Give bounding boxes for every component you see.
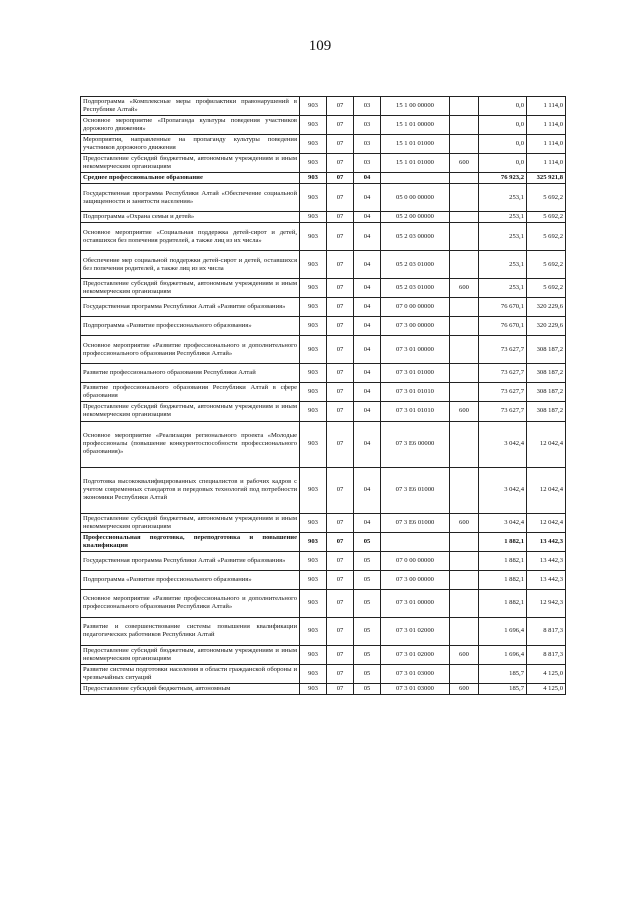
row-amount-2-cell: 4 125,0 — [527, 683, 566, 694]
row-grbs-cell: 903 — [300, 364, 327, 383]
row-section-cell: 07 — [327, 570, 354, 589]
table-row — [81, 336, 566, 364]
row-name-cell: Предоставление субсидий бюджетным, автономным учреждениям и иным некоммерческим организациям — [81, 279, 300, 298]
table-row — [81, 551, 566, 570]
row-grbs-cell: 903 — [300, 383, 327, 402]
row-grbs-cell: 903 — [300, 97, 327, 116]
row-section-cell: 07 — [327, 212, 354, 223]
row-grbs-cell: 903 — [300, 402, 327, 421]
row-amount-1-cell: 253,1 — [479, 223, 527, 251]
row-grbs-cell: 903 — [300, 664, 327, 683]
row-target-article-cell: 07 3 00 00000 — [381, 317, 450, 336]
row-target-article-cell: 07 3 E6 01000 — [381, 467, 450, 513]
row-section-cell: 07 — [327, 617, 354, 645]
row-amount-2-cell: 12 042,4 — [527, 467, 566, 513]
row-name-cell: Основное мероприятие «Пропаганда культуры поведения участников дорожного движения» — [81, 116, 300, 135]
table-row — [81, 589, 566, 617]
row-section-cell: 07 — [327, 467, 354, 513]
budget-table — [80, 96, 566, 695]
row-amount-1-cell: 3 042,4 — [479, 513, 527, 532]
row-target-article-cell: 07 3 01 01010 — [381, 383, 450, 402]
row-section-cell: 07 — [327, 421, 354, 467]
row-target-article-cell: 07 3 01 02000 — [381, 617, 450, 645]
row-subsection-cell: 04 — [354, 383, 381, 402]
row-amount-1-cell: 1 882,1 — [479, 570, 527, 589]
row-expense-type-cell — [450, 317, 479, 336]
row-amount-2-cell: 13 442,3 — [527, 570, 566, 589]
row-target-article-cell: 05 2 03 01000 — [381, 279, 450, 298]
row-subsection-cell: 04 — [354, 212, 381, 223]
row-amount-1-cell: 253,1 — [479, 251, 527, 279]
row-grbs-cell: 903 — [300, 570, 327, 589]
row-expense-type-cell — [450, 570, 479, 589]
row-amount-1-cell: 73 627,7 — [479, 336, 527, 364]
row-amount-1-cell: 0,0 — [479, 97, 527, 116]
row-amount-2-cell: 1 114,0 — [527, 135, 566, 154]
row-target-article-cell: 07 3 E6 00000 — [381, 421, 450, 467]
table-row — [81, 223, 566, 251]
row-grbs-cell: 903 — [300, 589, 327, 617]
row-subsection-cell: 05 — [354, 683, 381, 694]
row-amount-1-cell: 0,0 — [479, 135, 527, 154]
row-section-cell: 07 — [327, 402, 354, 421]
row-name-cell: Развитие профессионального образования Республики Алтай — [81, 364, 300, 383]
row-expense-type-cell: 600 — [450, 683, 479, 694]
row-amount-1-cell: 76 670,1 — [479, 317, 527, 336]
row-amount-2-cell: 1 114,0 — [527, 116, 566, 135]
row-amount-2-cell: 320 229,6 — [527, 317, 566, 336]
table-row — [81, 116, 566, 135]
row-name-cell: Подпрограмма «Комплексные меры профилактики правонарушений в Республике Алтай» — [81, 97, 300, 116]
row-section-cell: 07 — [327, 551, 354, 570]
row-target-article-cell: 05 0 00 00000 — [381, 184, 450, 212]
row-grbs-cell: 903 — [300, 116, 327, 135]
row-amount-1-cell: 73 627,7 — [479, 383, 527, 402]
row-expense-type-cell: 600 — [450, 513, 479, 532]
row-subsection-cell: 04 — [354, 364, 381, 383]
table-row — [81, 279, 566, 298]
row-subsection-cell: 03 — [354, 135, 381, 154]
row-name-cell: Государственная программа Республики Алтай «Развитие образования» — [81, 551, 300, 570]
row-section-cell: 07 — [327, 664, 354, 683]
table-row — [81, 421, 566, 467]
table-row — [81, 251, 566, 279]
row-amount-2-cell: 5 692,2 — [527, 184, 566, 212]
row-amount-1-cell: 1 882,1 — [479, 532, 527, 551]
row-expense-type-cell — [450, 421, 479, 467]
row-amount-1-cell: 3 042,4 — [479, 467, 527, 513]
row-amount-2-cell: 308 187,2 — [527, 336, 566, 364]
row-section-cell: 07 — [327, 298, 354, 317]
row-subsection-cell: 04 — [354, 279, 381, 298]
row-target-article-cell: 07 3 01 01010 — [381, 402, 450, 421]
table-row — [81, 317, 566, 336]
row-target-article-cell: 15 1 01 01000 — [381, 154, 450, 173]
row-section-cell: 07 — [327, 154, 354, 173]
row-expense-type-cell — [450, 97, 479, 116]
row-target-article-cell: 05 2 03 01000 — [381, 251, 450, 279]
row-subsection-cell: 04 — [354, 173, 381, 184]
table-row — [81, 364, 566, 383]
row-expense-type-cell — [450, 135, 479, 154]
row-section-cell: 07 — [327, 184, 354, 212]
row-amount-2-cell: 5 692,2 — [527, 223, 566, 251]
row-amount-2-cell: 5 692,2 — [527, 212, 566, 223]
row-target-article-cell: 07 3 00 00000 — [381, 570, 450, 589]
row-target-article-cell: 07 0 00 00000 — [381, 298, 450, 317]
row-amount-1-cell: 253,1 — [479, 212, 527, 223]
row-amount-2-cell: 4 125,0 — [527, 664, 566, 683]
row-name-cell: Предоставление субсидий бюджетным, автономным учреждениям и иным некоммерческим организациям — [81, 402, 300, 421]
row-name-cell: Предоставление субсидий бюджетным, автономным учреждениям и иным некоммерческим организациям — [81, 154, 300, 173]
row-target-article-cell — [381, 532, 450, 551]
row-target-article-cell — [381, 173, 450, 184]
row-amount-2-cell: 12 942,3 — [527, 589, 566, 617]
row-amount-2-cell: 8 817,3 — [527, 617, 566, 645]
row-name-cell: Подпрограмма «Охрана семьи и детей» — [81, 212, 300, 223]
row-expense-type-cell — [450, 364, 479, 383]
row-grbs-cell: 903 — [300, 135, 327, 154]
row-amount-2-cell: 12 042,4 — [527, 513, 566, 532]
row-name-cell: Предоставление субсидий бюджетным, автономным учреждениям и иным некоммерческим организациям — [81, 513, 300, 532]
row-grbs-cell: 903 — [300, 532, 327, 551]
row-expense-type-cell — [450, 589, 479, 617]
row-name-cell: Развитие профессионального образования Республики Алтай в сфере образования — [81, 383, 300, 402]
row-amount-2-cell: 308 187,2 — [527, 383, 566, 402]
table-row — [81, 683, 566, 694]
row-name-cell: Подпрограмма «Развитие профессионального образования» — [81, 317, 300, 336]
row-name-cell: Подпрограмма «Развитие профессионального образования» — [81, 570, 300, 589]
row-subsection-cell: 03 — [354, 154, 381, 173]
row-section-cell: 07 — [327, 279, 354, 298]
row-subsection-cell: 04 — [354, 467, 381, 513]
row-grbs-cell: 903 — [300, 317, 327, 336]
row-expense-type-cell — [450, 532, 479, 551]
row-grbs-cell: 903 — [300, 551, 327, 570]
row-subsection-cell: 05 — [354, 645, 381, 664]
table-row — [81, 184, 566, 212]
row-subsection-cell: 04 — [354, 421, 381, 467]
row-amount-2-cell: 325 921,8 — [527, 173, 566, 184]
table-row — [81, 97, 566, 116]
row-grbs-cell: 903 — [300, 683, 327, 694]
table-row — [81, 212, 566, 223]
table-row — [81, 135, 566, 154]
row-expense-type-cell — [450, 617, 479, 645]
row-section-cell: 07 — [327, 336, 354, 364]
row-section-cell: 07 — [327, 532, 354, 551]
row-amount-1-cell: 1 696,4 — [479, 617, 527, 645]
row-name-cell: Государственная программа Республики Алтай «Обеспечение социальной защищенности и занятости населения» — [81, 184, 300, 212]
row-subsection-cell: 05 — [354, 617, 381, 645]
row-subsection-cell: 04 — [354, 336, 381, 364]
row-expense-type-cell — [450, 551, 479, 570]
budget-table-body — [81, 97, 566, 695]
row-grbs-cell: 903 — [300, 212, 327, 223]
row-amount-2-cell: 5 692,2 — [527, 251, 566, 279]
row-section-cell: 07 — [327, 383, 354, 402]
row-amount-1-cell: 253,1 — [479, 184, 527, 212]
row-target-article-cell: 05 2 03 00000 — [381, 223, 450, 251]
row-amount-1-cell: 0,0 — [479, 154, 527, 173]
row-subsection-cell: 04 — [354, 402, 381, 421]
table-row — [81, 402, 566, 421]
row-section-cell: 07 — [327, 223, 354, 251]
row-name-cell: Мероприятия, направленные на пропаганду культуры поведения участников дорожного движения — [81, 135, 300, 154]
row-name-cell: Основное мероприятие «Социальная поддержка детей-сирот и детей, оставшихся без попечения родителей, а также лиц из их числа» — [81, 223, 300, 251]
row-amount-1-cell: 73 627,7 — [479, 364, 527, 383]
row-subsection-cell: 05 — [354, 570, 381, 589]
row-target-article-cell: 15 1 01 01000 — [381, 135, 450, 154]
row-subsection-cell: 04 — [354, 513, 381, 532]
row-name-cell: Предоставление субсидий бюджетным, автономным — [81, 683, 300, 694]
row-grbs-cell: 903 — [300, 336, 327, 364]
row-target-article-cell: 07 3 01 03000 — [381, 664, 450, 683]
row-subsection-cell: 04 — [354, 317, 381, 336]
row-section-cell: 07 — [327, 317, 354, 336]
row-grbs-cell: 903 — [300, 645, 327, 664]
row-target-article-cell: 15 1 00 00000 — [381, 97, 450, 116]
row-target-article-cell: 07 3 01 01000 — [381, 364, 450, 383]
row-name-cell: Предоставление субсидий бюджетным, автономным учреждениям и иным некоммерческим организациям — [81, 645, 300, 664]
row-name-cell: Профессиональная подготовка, переподготовка и повышение квалификации — [81, 532, 300, 551]
row-expense-type-cell — [450, 184, 479, 212]
row-subsection-cell: 03 — [354, 97, 381, 116]
row-target-article-cell: 07 3 E6 01000 — [381, 513, 450, 532]
row-expense-type-cell — [450, 251, 479, 279]
row-subsection-cell: 05 — [354, 551, 381, 570]
row-grbs-cell: 903 — [300, 251, 327, 279]
row-amount-1-cell: 185,7 — [479, 683, 527, 694]
row-grbs-cell: 903 — [300, 154, 327, 173]
row-grbs-cell: 903 — [300, 617, 327, 645]
table-row — [81, 532, 566, 551]
table-row — [81, 298, 566, 317]
row-expense-type-cell — [450, 116, 479, 135]
row-grbs-cell: 903 — [300, 467, 327, 513]
row-target-article-cell: 15 1 01 00000 — [381, 116, 450, 135]
row-subsection-cell: 04 — [354, 184, 381, 212]
row-grbs-cell: 903 — [300, 298, 327, 317]
row-subsection-cell: 04 — [354, 298, 381, 317]
row-target-article-cell: 07 0 00 00000 — [381, 551, 450, 570]
row-section-cell: 07 — [327, 251, 354, 279]
row-amount-1-cell: 1 882,1 — [479, 551, 527, 570]
row-amount-2-cell: 13 442,3 — [527, 551, 566, 570]
row-amount-2-cell: 308 187,2 — [527, 402, 566, 421]
row-grbs-cell: 903 — [300, 421, 327, 467]
row-amount-1-cell: 76 923,2 — [479, 173, 527, 184]
row-name-cell: Среднее профессиональное образование — [81, 173, 300, 184]
row-name-cell: Развитие системы подготовки населения в области гражданской обороны и чрезвычайных ситуаций — [81, 664, 300, 683]
row-section-cell: 07 — [327, 683, 354, 694]
row-grbs-cell: 903 — [300, 279, 327, 298]
row-amount-2-cell: 8 817,3 — [527, 645, 566, 664]
table-row — [81, 645, 566, 664]
table-row — [81, 383, 566, 402]
row-subsection-cell: 05 — [354, 589, 381, 617]
row-grbs-cell: 903 — [300, 184, 327, 212]
row-subsection-cell: 04 — [354, 223, 381, 251]
row-amount-1-cell: 76 670,1 — [479, 298, 527, 317]
row-name-cell: Государственная программа Республики Алтай «Развитие образования» — [81, 298, 300, 317]
row-subsection-cell: 05 — [354, 664, 381, 683]
row-section-cell: 07 — [327, 116, 354, 135]
row-amount-1-cell: 1 882,1 — [479, 589, 527, 617]
row-section-cell: 07 — [327, 513, 354, 532]
table-row — [81, 664, 566, 683]
row-section-cell: 07 — [327, 589, 354, 617]
row-amount-2-cell: 5 692,2 — [527, 279, 566, 298]
row-target-article-cell: 07 3 01 02000 — [381, 645, 450, 664]
row-name-cell: Подготовка высококвалифицированных специалистов и рабочих кадров с учетом современных стандартов и передовых технологий под потребности экономики Республики Алтай — [81, 467, 300, 513]
row-subsection-cell: 03 — [354, 116, 381, 135]
row-subsection-cell: 05 — [354, 532, 381, 551]
row-amount-1-cell: 73 627,7 — [479, 402, 527, 421]
table-row — [81, 570, 566, 589]
row-amount-2-cell: 1 114,0 — [527, 97, 566, 116]
row-amount-1-cell: 3 042,4 — [479, 421, 527, 467]
row-target-article-cell: 05 2 00 00000 — [381, 212, 450, 223]
row-grbs-cell: 903 — [300, 173, 327, 184]
row-section-cell: 07 — [327, 364, 354, 383]
row-amount-2-cell: 13 442,3 — [527, 532, 566, 551]
row-target-article-cell: 07 3 01 00000 — [381, 336, 450, 364]
row-amount-1-cell: 0,0 — [479, 116, 527, 135]
row-section-cell: 07 — [327, 173, 354, 184]
row-expense-type-cell — [450, 336, 479, 364]
row-section-cell: 07 — [327, 645, 354, 664]
row-section-cell: 07 — [327, 97, 354, 116]
row-expense-type-cell — [450, 298, 479, 317]
table-row — [81, 467, 566, 513]
row-name-cell: Развитие и совершенствование системы повышения квалификации педагогических работников Республики Алтай — [81, 617, 300, 645]
row-expense-type-cell — [450, 664, 479, 683]
row-expense-type-cell — [450, 467, 479, 513]
row-subsection-cell: 04 — [354, 251, 381, 279]
table-row — [81, 173, 566, 184]
row-amount-1-cell: 253,1 — [479, 279, 527, 298]
row-expense-type-cell: 600 — [450, 279, 479, 298]
row-amount-2-cell: 308 187,2 — [527, 364, 566, 383]
row-expense-type-cell — [450, 212, 479, 223]
row-amount-2-cell: 320 229,6 — [527, 298, 566, 317]
row-expense-type-cell — [450, 223, 479, 251]
row-amount-2-cell: 12 042,4 — [527, 421, 566, 467]
row-name-cell: Основное мероприятие «Развитие профессионального и дополнительного профессионального образования Республики Алтай» — [81, 589, 300, 617]
row-expense-type-cell — [450, 383, 479, 402]
row-name-cell: Основное мероприятие «Реализация регионального проекта «Молодые профессионалы (повышение конкурентоспособности профессионального образования)» — [81, 421, 300, 467]
row-section-cell: 07 — [327, 135, 354, 154]
row-target-article-cell: 07 3 01 00000 — [381, 589, 450, 617]
row-expense-type-cell: 600 — [450, 402, 479, 421]
row-expense-type-cell — [450, 173, 479, 184]
row-name-cell: Основное мероприятие «Развитие профессионального и дополнительного профессионального образования Республики Алтай» — [81, 336, 300, 364]
page-number: 109 — [308, 38, 332, 54]
row-grbs-cell: 903 — [300, 513, 327, 532]
row-amount-2-cell: 1 114,0 — [527, 154, 566, 173]
row-name-cell: Обеспечение мер социальной поддержки детей-сирот и детей, оставшихся без попечения родителей, а также лиц из их числа — [81, 251, 300, 279]
table-row — [81, 617, 566, 645]
row-grbs-cell: 903 — [300, 223, 327, 251]
table-row — [81, 513, 566, 532]
table-row — [81, 154, 566, 173]
row-expense-type-cell: 600 — [450, 645, 479, 664]
row-amount-1-cell: 185,7 — [479, 664, 527, 683]
row-expense-type-cell: 600 — [450, 154, 479, 173]
row-target-article-cell: 07 3 01 03000 — [381, 683, 450, 694]
row-amount-1-cell: 1 696,4 — [479, 645, 527, 664]
